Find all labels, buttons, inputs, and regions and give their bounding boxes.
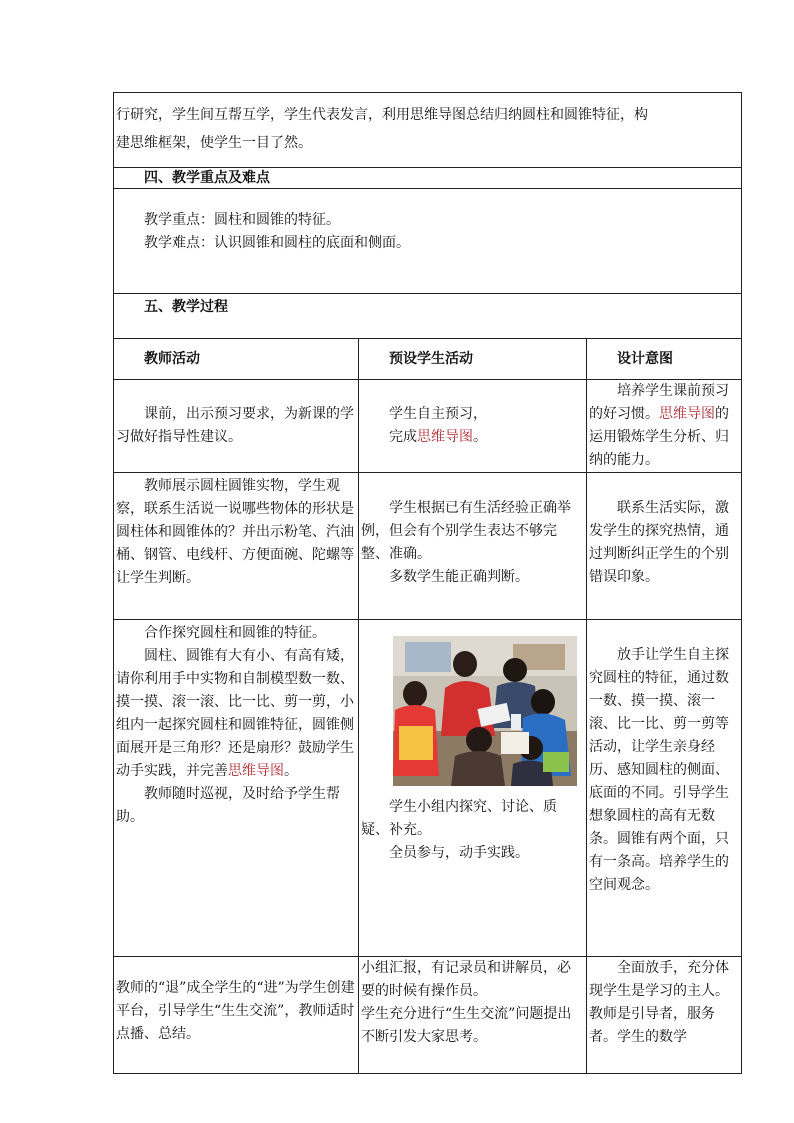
row3-teacher-tail: 。 <box>284 763 298 779</box>
row2-student-line2: 多数学生能正确判断。 <box>389 569 529 585</box>
classroom-photo <box>393 636 577 786</box>
table-row <box>114 380 742 473</box>
row1-student-tail: 。 <box>473 429 487 445</box>
section4-heading-row <box>114 168 742 189</box>
row1-design-mindmap: 思维导图 <box>659 406 715 422</box>
section5-heading-row <box>114 294 742 339</box>
col-teacher-header: 教师活动 <box>144 350 200 367</box>
lesson-plan-table <box>113 92 742 1074</box>
row3-teacher-p2-text: 圆柱、圆锥有大有小、有高有矮，请你利用手中实物和自制模型数一数、摸一摸、滚一滚、比一比、剪一剪，小组内一起探究圆柱和圆锥特征，圆锥侧面展开是三角形？还是扇形？鼓励学生动手实践，并完善 <box>116 648 354 779</box>
column-header-row <box>114 339 742 380</box>
table-row <box>114 620 742 957</box>
row1-student-text: 完成 <box>389 429 417 445</box>
row4-design: 全面放手，充分体现学生是学习的主人。教师是引导者，服务者。学生的数学 <box>589 960 729 1045</box>
row1-design-a: 培养学生课前预习的好习惯。 <box>589 383 729 422</box>
intro-line-2: 建思维框架，使学生一目了然。 <box>116 135 312 151</box>
row2-student-line1: 学生根据已有生活经验正确举例，但会有个别学生表达不够完整、准确。 <box>361 500 571 562</box>
difficult-point: 教学难点：认识圆锥和圆柱的底面和侧面。 <box>144 235 410 251</box>
row1-design-b: 的运用锻炼学生分析、归纳的能力。 <box>589 406 729 468</box>
row3-student-line1: 学生小组内探究、讨论、质疑、补充。 <box>361 799 557 838</box>
key-point: 教学重点：圆柱和圆锥的特征。 <box>144 212 340 228</box>
section4-content-row <box>114 189 742 294</box>
intro-row <box>114 93 742 168</box>
row2-teacher: 教师展示圆柱圆锥实物，学生观察，联系生活说一说哪些物体的形状是圆柱体和圆锥体的？并出示粉笔、汽油桶、钢管、电线杆、方便面碗、陀螺等让学生判断。 <box>116 478 354 586</box>
row3-student-line2: 全员参与，动手实践。 <box>389 845 529 861</box>
row1-student-line2 <box>361 426 584 449</box>
classroom-photo-image <box>393 636 577 786</box>
row4-student-line1: 小组汇报，有记录员和讲解员，必要的时候有操作员。 <box>361 960 571 999</box>
row2-design: 联系生活实际，激发学生的探究热情，通过判断纠正学生的个别错误印象。 <box>589 500 729 585</box>
table-row <box>114 957 742 1074</box>
row1-design <box>589 380 739 472</box>
row3-teacher-p2 <box>116 645 356 783</box>
row1-student-line1: 学生自主预习， <box>389 406 487 422</box>
row3-teacher-mindmap: 思维导图 <box>228 763 284 779</box>
row3-teacher-p3: 教师随时巡视，及时给予学生帮助。 <box>116 786 340 825</box>
row3-design: 放手让学生自主探究圆柱的特征，通过数一数、摸一摸、滚一滚、比一比、剪一剪等活动，让学生亲身经历、感知圆柱的侧面、底面的不同。引导学生想象圆柱的高有无数条。圆锥有两个面，只有一条高。培养学生的空间观念。 <box>589 647 729 893</box>
col-student-header: 预设学生活动 <box>389 350 473 367</box>
table-row <box>114 473 742 620</box>
row4-teacher: 教师的“退”成全学生的“进”为学生创建平台，引导学生“生生交流”，教师适时点播、总结。 <box>116 980 355 1042</box>
row3-teacher-p1: 合作探究圆柱和圆锥的特征。 <box>144 625 326 641</box>
row1-student-mindmap: 思维导图 <box>417 429 473 445</box>
intro-line-1: 行研究，学生间互帮互学，学生代表发言，利用思维导图总结归纳圆柱和圆锥特征，构 <box>116 107 648 123</box>
col-design-header: 设计意图 <box>617 350 673 367</box>
section4-heading: 四、教学重点及难点 <box>144 170 270 186</box>
row4-student-line2: 学生充分进行“生生交流”问题提出不断引发大家思考。 <box>361 1006 572 1045</box>
section5-heading: 五、教学过程 <box>144 299 228 315</box>
row1-teacher: 课前，出示预习要求，为新课的学习做好指导性建议。 <box>116 406 354 445</box>
